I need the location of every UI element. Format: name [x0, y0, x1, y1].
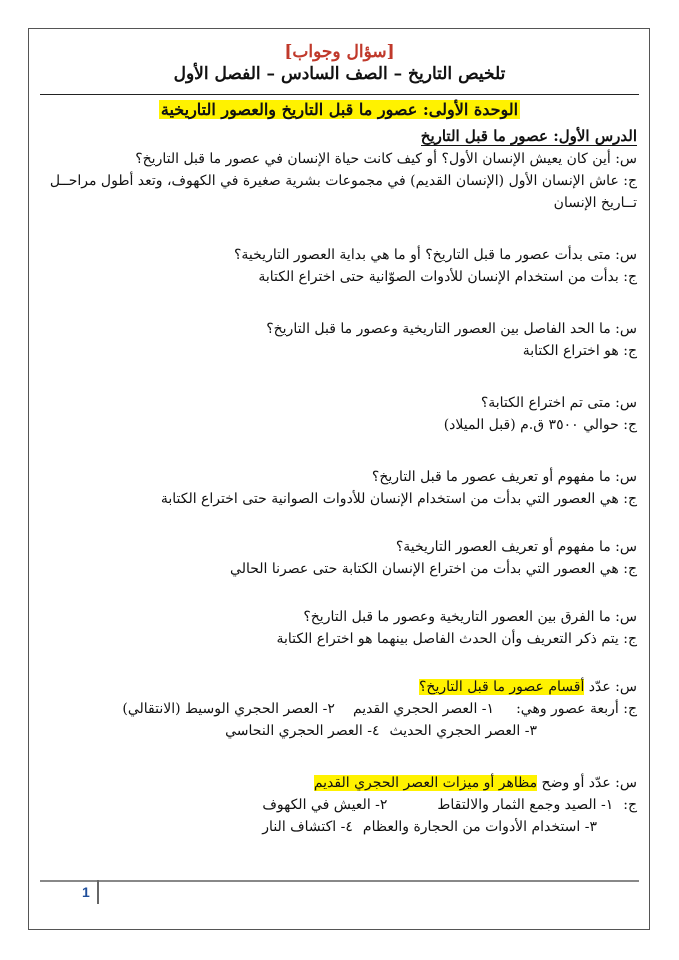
answer-6: ج: هي العصور التي بدأت من اختراع الإنسان الكتابة حتى عصرنا الحالي — [230, 561, 637, 577]
answer-8-line-1 — [38, 698, 637, 720]
answer-3: ج: هو اختراع الكتابة — [522, 343, 637, 359]
question-1: س: أين كان يعيش الإنسان الأول؟ أو كيف كانت حياة الإنسان في عصور ما قبل التاريخ؟ — [135, 151, 637, 167]
answer-5: ج: هي العصور التي بدأت من استخدام الإنسان للأدوات الصوانية حتى اختراع الكتابة — [160, 491, 637, 507]
question-3: س: ما الحد الفاصل بين العصور التاريخية وعصور ما قبل التاريخ؟ — [266, 321, 637, 337]
question-6: س: ما مفهوم أو تعريف العصور التاريخية؟ — [395, 539, 637, 555]
answer-9-item-3: ٣- استخدام الأدوات من الحجارة والعظام — [362, 819, 597, 835]
question-8-prefix: س: عدّد — [584, 679, 637, 695]
page-number: 1 — [82, 884, 90, 900]
header-divider — [40, 94, 639, 95]
question-5: س: ما مفهوم أو تعريف عصور ما قبل التاريخ؟ — [371, 469, 637, 485]
answer-8-item-3: ٣- العصر الحجري الحديث — [389, 723, 537, 739]
answer-1: ج: عاش الإنسان الأول (الإنسان القديم) في مجموعات بشرية صغيرة في الكهوف، وتعد أطول مراحــل تــاريخ الإنسان — [49, 173, 637, 211]
doc-tag: [سؤال وجواب] — [284, 42, 395, 62]
answer-2: ج: بدأت من استخدام الإنسان للأدوات الصوّانية حتى اختراع الكتابة — [258, 269, 637, 285]
question-4: س: متى تم اختراع الكتابة؟ — [480, 395, 637, 411]
footer-divider — [40, 880, 639, 882]
question-9-prefix: س: عدّد أو وضح — [537, 775, 637, 791]
answer-8-prefix: ج: أربعة عصور وهي: — [516, 701, 637, 717]
unit-title: الوحدة الأولى: عصور ما قبل التاريخ والعصور التاريخية — [160, 100, 519, 119]
question-8-highlight: أقسام عصور ما قبل التاريخ؟ — [418, 679, 585, 695]
lesson-heading — [38, 125, 637, 147]
question-9 — [38, 772, 637, 794]
answer-9-item-1: ١- الصيد وجمع الثمار والالتقاط — [437, 797, 614, 813]
answer-9-line-2 — [38, 816, 637, 838]
answer-7: ج: يتم ذكر التعريف وأن الحدث الفاصل بينهما هو اختراع الكتابة — [276, 631, 637, 647]
unit-heading — [0, 100, 679, 119]
question-8 — [38, 676, 637, 698]
answer-8-item-1: ١- العصر الحجري القديم — [352, 701, 495, 717]
answer-8-item-4: ٤- العصر الحجري النحاسي — [225, 723, 380, 739]
answer-8-line-2 — [38, 720, 637, 742]
answer-9-item-2: ٢- العيش في الكهوف — [262, 797, 388, 813]
doc-title: تلخيص التاريخ – الصف السادس – الفصل الأول — [173, 64, 506, 84]
lesson-title: الدرس الأول: عصور ما قبل التاريخ — [420, 127, 637, 145]
answer-9-item-4: ٤- اكتشاف النار — [262, 819, 353, 835]
answer-9-prefix: ج: — [623, 797, 637, 813]
question-7: س: ما الفرق بين العصور التاريخية وعصور ما قبل التاريخ؟ — [303, 609, 637, 625]
question-2: س: متى بدأت عصور ما قبل التاريخ؟ أو ما هي بداية العصور التاريخية؟ — [233, 247, 637, 263]
answer-8-item-2: ٢- العصر الحجري الوسيط (الانتقالي) — [122, 701, 335, 717]
answer-9-line-1 — [38, 794, 637, 816]
answer-4: ج: حوالي ٣٥٠٠ ق.م (قبل الميلاد) — [443, 417, 637, 433]
question-9-highlight: مظاهر أو ميزات العصر الحجري القديم — [313, 775, 538, 791]
qa-content — [38, 125, 637, 838]
page-number-bar — [97, 880, 99, 904]
document-header — [0, 42, 679, 84]
